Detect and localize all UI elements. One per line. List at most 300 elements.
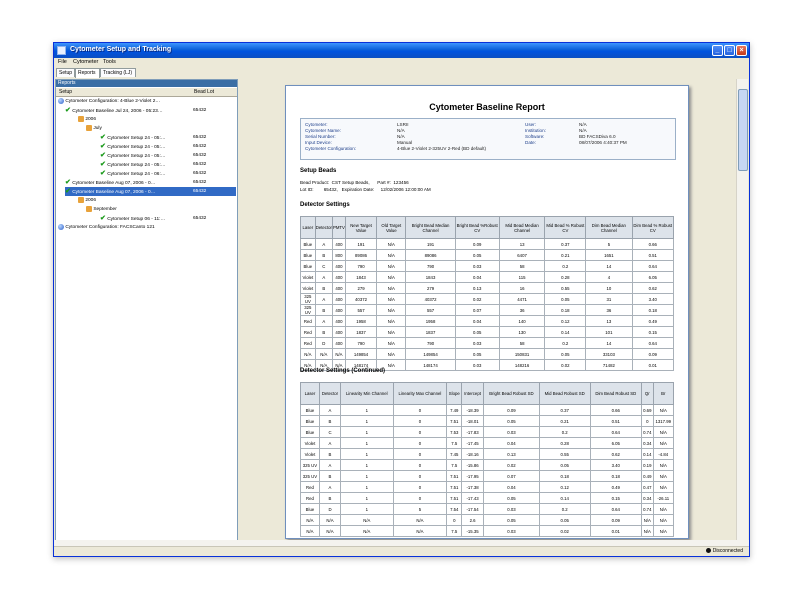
table-cell: 0.02: [483, 460, 539, 471]
window-title: Cytometer Setup and Tracking: [70, 46, 172, 53]
tree-row-label: 2006: [85, 117, 97, 122]
table-cell: 0.12: [545, 316, 586, 327]
table-cell: 0.13: [483, 449, 539, 460]
checkmark-icon: ✔: [100, 152, 106, 159]
table-cell: 0.55: [545, 283, 586, 294]
table-cell: 0.74: [642, 427, 654, 438]
table-cell: 0.05: [483, 515, 539, 526]
minimize-button[interactable]: _: [712, 45, 723, 56]
table-cell: N/A: [332, 349, 345, 360]
table-row: [301, 272, 674, 283]
table-cell: 325 UV: [301, 460, 320, 471]
table-cell: 0: [393, 416, 447, 427]
table-cell: N/A: [319, 515, 340, 526]
table-cell: N/A: [377, 349, 406, 360]
table-cell: 0.05: [545, 349, 586, 360]
table-cell: -17.43: [462, 493, 484, 504]
table-cell: B: [315, 327, 332, 338]
table-cell: 0.19: [642, 460, 654, 471]
table-cell: 3.40: [632, 294, 673, 305]
table-cell: 1837: [406, 327, 455, 338]
info-config-value: [397, 146, 486, 151]
table-cell: N/A: [301, 515, 320, 526]
table-cell: 0.03: [455, 261, 499, 272]
status-label: Disconnected: [712, 548, 743, 554]
info-institution: [525, 128, 546, 133]
column-header: Bright Bead Robust SD: [483, 383, 539, 405]
table-cell: 115: [499, 272, 545, 283]
table-cell: 0.15: [632, 327, 673, 338]
table-cell: B: [319, 416, 340, 427]
table-cell: D: [319, 504, 340, 515]
info-software: [525, 134, 544, 139]
table-cell: 800: [332, 250, 345, 261]
table-cell: 1837: [345, 327, 376, 338]
table-cell: 0.03: [483, 526, 539, 537]
table-cell: 0: [642, 416, 654, 427]
tree-row[interactable]: [78, 196, 236, 205]
tree-column-header: [56, 88, 237, 97]
close-button[interactable]: ×: [736, 45, 747, 56]
maximize-button[interactable]: □: [724, 45, 735, 56]
table-cell: 400: [332, 294, 345, 305]
info-user-value: [579, 122, 587, 127]
tab-setup[interactable]: Setup: [56, 68, 75, 77]
table-cell: -4.84: [653, 449, 673, 460]
tree-row-label: Cytometer Setup 06 - 11:…: [107, 217, 166, 222]
table-cell: 0.62: [632, 283, 673, 294]
table-cell: 6407: [499, 250, 545, 261]
table-cell: N/A: [377, 305, 406, 316]
table-cell: 325 UV: [301, 471, 320, 482]
info-value: 08/07/2006 4:40:37 PM: [579, 140, 627, 145]
table-cell: 0: [447, 515, 462, 526]
column-header: Br: [653, 383, 673, 405]
table-cell: B: [319, 493, 340, 504]
table-cell: 7.53: [447, 427, 462, 438]
scrollbar-thumb[interactable]: [738, 89, 748, 171]
table-cell: 4471: [499, 294, 545, 305]
table-cell: 0.64: [632, 261, 673, 272]
table-cell: 0.01: [632, 360, 673, 371]
table-cell: 40372: [345, 294, 376, 305]
tree-row-label: September: [93, 207, 117, 212]
table-cell: 0.47: [642, 482, 654, 493]
bead-lot-value: 65432: [193, 171, 207, 176]
table-cell: 31: [586, 294, 632, 305]
table-cell: 7.54: [447, 504, 462, 515]
table-cell: 0.07: [483, 471, 539, 482]
table-cell: -17.38: [462, 482, 484, 493]
checkmark-icon: ✔: [100, 134, 106, 141]
info-label: Date:: [525, 140, 536, 145]
table-cell: -17.45: [462, 438, 484, 449]
info-value: Manual: [397, 140, 413, 145]
table-cell: 149854: [345, 349, 376, 360]
table-cell: C: [319, 427, 340, 438]
table-cell: 71482: [586, 360, 632, 371]
table-cell: 7.45: [447, 449, 462, 460]
table-cell: 400: [332, 261, 345, 272]
table-row: [301, 250, 674, 261]
table-cell: 4: [586, 272, 632, 283]
table-cell: 0.02: [539, 526, 590, 537]
table-cell: 1651: [586, 250, 632, 261]
info-label: Cytometer Name:: [305, 128, 341, 133]
table-cell: N/A: [341, 526, 393, 537]
tree-row[interactable]: [86, 124, 236, 133]
table-row: [301, 239, 674, 250]
col-setup[interactable]: Setup: [59, 89, 73, 95]
table-cell: 1: [341, 504, 393, 515]
bead-lot-value: 65432: [193, 135, 207, 140]
table-cell: N/A: [377, 239, 406, 250]
table-cell: 0: [393, 427, 447, 438]
column-header: Bright Bead %Robust CV: [455, 217, 499, 239]
checkmark-icon: ✔: [65, 107, 71, 114]
table-cell: N/A: [653, 482, 673, 493]
table-cell: 0: [393, 438, 447, 449]
table-cell: N/A: [653, 526, 673, 537]
info-user: [525, 122, 536, 127]
pane-header: Reports: [56, 80, 237, 87]
table-cell: 140: [499, 316, 545, 327]
table-cell: N/A: [393, 526, 447, 537]
table-cell: 0.55: [539, 449, 590, 460]
column-header: Dim Bead % Robust CV: [632, 217, 673, 239]
table-cell: 0.49: [632, 316, 673, 327]
column-header: Dim Bead Median Channel: [586, 217, 632, 239]
table-cell: 0.05: [539, 515, 590, 526]
table-cell: N/A: [301, 349, 316, 360]
detector-settings-continued-heading: Detector Settings (Continued): [300, 368, 385, 374]
checkmark-icon: ✔: [100, 161, 106, 168]
table-cell: -15.35: [462, 526, 484, 537]
bead-lot-value: 65432: [193, 216, 207, 221]
tree-row[interactable]: [100, 214, 236, 223]
table-row: [301, 261, 674, 272]
tree-row-label: Cytometer Setup 24 - 05:…: [107, 136, 166, 141]
table-cell: 279: [345, 283, 376, 294]
table-cell: 0.03: [455, 338, 499, 349]
info-label: Institution:: [525, 128, 546, 133]
table-cell: 13: [586, 316, 632, 327]
table-row: [301, 316, 674, 327]
table-cell: 0.18: [590, 471, 642, 482]
table-cell: N/A: [315, 349, 332, 360]
table-cell: 0.49: [642, 471, 654, 482]
column-header: PMTV: [332, 217, 345, 239]
table-cell: 0.04: [483, 438, 539, 449]
table-cell: N/A: [301, 526, 320, 537]
table-cell: Blue: [301, 427, 320, 438]
table-cell: Violet: [301, 283, 316, 294]
table-cell: 1: [341, 405, 393, 416]
table-cell: 1958: [345, 316, 376, 327]
table-cell: 0.64: [632, 338, 673, 349]
folder-icon: [86, 206, 92, 212]
tree-row[interactable]: [100, 169, 236, 178]
table-cell: B: [315, 283, 332, 294]
table-cell: Red: [301, 493, 320, 504]
tab-reports[interactable]: Reports: [75, 68, 100, 78]
table-cell: 1: [341, 438, 393, 449]
table-cell: 130: [499, 327, 545, 338]
info-cytometer: [305, 122, 327, 127]
info-value: N/A: [397, 128, 405, 133]
info-date-value: [579, 140, 627, 145]
tree-row[interactable]: [86, 205, 236, 214]
table-cell: 557: [345, 305, 376, 316]
table-cell: 150831: [499, 349, 545, 360]
table-cell: 0.09: [632, 349, 673, 360]
table-cell: 400: [332, 305, 345, 316]
menu-tools[interactable]: Tools: [103, 59, 116, 65]
table-cell: N/A: [653, 515, 673, 526]
table-cell: A: [319, 482, 340, 493]
table-cell: 10: [586, 283, 632, 294]
table-cell: 0.37: [545, 239, 586, 250]
table-cell: 400: [332, 316, 345, 327]
tree-row-label: Cytometer Baseline Jul 24, 2006 - 05:23…: [72, 109, 163, 114]
info-institution-value: [579, 128, 587, 133]
table-cell: N/A: [653, 460, 673, 471]
table-cell: 6.05: [632, 272, 673, 283]
tree-row[interactable]: [65, 106, 236, 115]
info-label: Serial Number:: [305, 134, 336, 139]
table-cell: 557: [406, 305, 455, 316]
table-cell: 5: [586, 239, 632, 250]
info-cytometer-value: [397, 122, 409, 127]
tree-row[interactable]: [100, 160, 236, 169]
table-cell: 0.66: [590, 405, 642, 416]
info-label: Cytometer:: [305, 122, 328, 127]
table-cell: Blue: [301, 416, 320, 427]
table-row: [301, 526, 674, 537]
table-cell: Blue: [301, 261, 316, 272]
tree-row[interactable]: [100, 151, 236, 160]
table-cell: 0.04: [455, 316, 499, 327]
table-cell: 0.02: [455, 294, 499, 305]
table-row: [301, 460, 674, 471]
tree-row-selected[interactable]: [65, 187, 236, 196]
table-cell: A: [319, 460, 340, 471]
info-serial-value: [397, 134, 405, 139]
table-cell: 101: [586, 327, 632, 338]
table-cell: 0.51: [590, 416, 642, 427]
table-cell: 400: [332, 272, 345, 283]
table-cell: N/A: [653, 405, 673, 416]
tree-row-label: Cytometer Configuration: FACSCanto 121: [65, 225, 155, 230]
info-value: N/A: [579, 128, 587, 133]
table-cell: 0.01: [590, 526, 642, 537]
table-cell: B: [319, 449, 340, 460]
info-value: LSRII: [397, 122, 409, 127]
table-cell: -17.54: [462, 504, 484, 515]
table-cell: N/A: [653, 427, 673, 438]
table-cell: 0.21: [545, 250, 586, 261]
column-header: Mid Bead Median Channel: [499, 217, 545, 239]
table-cell: 89086: [345, 250, 376, 261]
table-cell: 0.64: [590, 427, 642, 438]
folder-icon: [86, 125, 92, 131]
app-icon: [57, 46, 66, 55]
table-cell: 1: [341, 416, 393, 427]
tree-row-label: Cytometer Setup 24 - 05:…: [107, 163, 166, 168]
report-viewer: [241, 79, 748, 541]
main-window: [53, 42, 750, 557]
table-cell: 7.5: [447, 438, 462, 449]
table-cell: 0.03: [483, 504, 539, 515]
tree-row[interactable]: [65, 178, 236, 187]
tree-row[interactable]: [100, 142, 236, 151]
table-cell: 400: [332, 283, 345, 294]
table-cell: 0.02: [545, 360, 586, 371]
table-cell: 400: [332, 338, 345, 349]
table-cell: Red: [301, 327, 316, 338]
table-cell: 325 UV: [301, 294, 316, 305]
table-row: [301, 305, 674, 316]
table-cell: N/A: [377, 250, 406, 261]
configuration-icon: [58, 224, 64, 230]
table-cell: 0.34: [642, 493, 654, 504]
table-cell: 0.05: [483, 493, 539, 504]
menu-file[interactable]: File: [58, 59, 67, 65]
table-cell: 16: [499, 283, 545, 294]
table-cell: 0: [393, 482, 447, 493]
table-cell: N/A: [642, 526, 654, 537]
table-cell: 0.28: [545, 272, 586, 283]
table-row: [301, 482, 674, 493]
table-cell: 2.6: [462, 515, 484, 526]
table-cell: 7.51: [447, 471, 462, 482]
table-row: [301, 338, 674, 349]
table-cell: 0.14: [539, 493, 590, 504]
status-bar: [54, 546, 749, 556]
table-cell: 400: [332, 239, 345, 250]
table-cell: 5: [393, 504, 447, 515]
info-value: BD FACSDiva 6.0: [579, 134, 616, 139]
table-cell: N/A: [377, 327, 406, 338]
table-cell: Violet: [301, 438, 320, 449]
info-input-value: [397, 140, 412, 145]
column-header: Detector: [315, 217, 332, 239]
table-cell: B: [319, 471, 340, 482]
table-cell: N/A: [332, 360, 345, 371]
table-cell: Red: [301, 338, 316, 349]
title-bar[interactable]: [54, 43, 749, 58]
table-cell: C: [315, 261, 332, 272]
column-header: Linearity Max Channel: [393, 383, 447, 405]
table-cell: 0.15: [590, 493, 642, 504]
column-header: Qr: [642, 383, 654, 405]
tree-row-label: Cytometer Baseline Aug 07, 2006 - 0…: [72, 181, 156, 186]
column-header: Dim Bead Robust SD: [590, 383, 642, 405]
table-row: [301, 471, 674, 482]
table-cell: N/A: [377, 272, 406, 283]
configuration-icon: [58, 98, 64, 104]
table-cell: 148216: [499, 360, 545, 371]
folder-icon: [78, 116, 84, 122]
tree-row-label: 2006: [85, 198, 97, 203]
info-cytometer-name: [305, 128, 341, 133]
info-value: 4-Blue 2-Violet 2-325UV 2-Red (BD default): [397, 146, 487, 151]
table-cell: 0: [393, 460, 447, 471]
col-bead-lot[interactable]: Bead Lot: [194, 89, 215, 95]
checkmark-icon: ✔: [65, 179, 71, 186]
table-cell: Blue: [301, 239, 316, 250]
table-cell: -17.95: [462, 471, 484, 482]
menu-bar: [54, 58, 749, 67]
table-cell: N/A: [341, 515, 393, 526]
bead-lot-value: 65432: [193, 153, 207, 158]
status-dot-icon: [706, 548, 711, 553]
tree-row[interactable]: [58, 223, 236, 232]
column-header: Laser: [301, 217, 316, 239]
table-cell: A: [319, 438, 340, 449]
table-cell: 0.09: [483, 405, 539, 416]
info-cytometer-name-value: [397, 128, 405, 133]
table-cell: 0: [393, 493, 447, 504]
table-cell: 1: [341, 460, 393, 471]
table-cell: 191: [406, 239, 455, 250]
table-cell: 0.62: [590, 449, 642, 460]
table-cell: 89086: [406, 250, 455, 261]
table-cell: 0.18: [632, 305, 673, 316]
table-cell: N/A: [642, 515, 654, 526]
table-cell: N/A: [653, 438, 673, 449]
tree-row[interactable]: [58, 97, 236, 106]
menu-cytometer[interactable]: Cytometer: [73, 59, 99, 65]
table-cell: 36: [586, 305, 632, 316]
table-cell: A: [315, 316, 332, 327]
table-cell: D: [315, 338, 332, 349]
tree-row[interactable]: [100, 133, 236, 142]
table-cell: 13: [499, 239, 545, 250]
info-label: Software:: [525, 134, 545, 139]
table-cell: 36: [499, 305, 545, 316]
table-cell: 0.2: [545, 338, 586, 349]
bead-lot-value: 65432: [193, 189, 207, 194]
tree-row-label: July: [93, 126, 102, 131]
table-cell: 790: [406, 338, 455, 349]
table-cell: 0.14: [642, 449, 654, 460]
detector-settings-heading: Detector Settings: [300, 202, 350, 208]
table-cell: 6.05: [590, 438, 642, 449]
checkmark-icon: ✔: [100, 215, 106, 222]
info-date: [525, 140, 536, 145]
table-cell: 3.40: [590, 460, 642, 471]
table-cell: 0.2: [539, 427, 590, 438]
table-cell: 7.51: [447, 416, 462, 427]
table-cell: 0.69: [642, 405, 654, 416]
tree-row[interactable]: [78, 115, 236, 124]
info-value: N/A: [397, 134, 405, 139]
table-cell: 0.74: [642, 504, 654, 515]
lot-id-line: Lot ID: 65432, Expiration Date: 12/02/2006 12:00:00 AM: [300, 187, 431, 192]
tab-tracking[interactable]: Tracking (LJ): [100, 68, 136, 77]
table-cell: 148174: [345, 360, 376, 371]
table-cell: 58: [499, 261, 545, 272]
table-cell: 279: [406, 283, 455, 294]
checkmark-icon: ✔: [65, 188, 71, 195]
table-cell: -18.39: [462, 405, 484, 416]
table-cell: 58: [499, 338, 545, 349]
table-cell: 0.18: [539, 471, 590, 482]
info-label: Input Device:: [305, 140, 332, 145]
table-cell: 0: [393, 471, 447, 482]
vertical-scrollbar[interactable]: [736, 79, 748, 541]
